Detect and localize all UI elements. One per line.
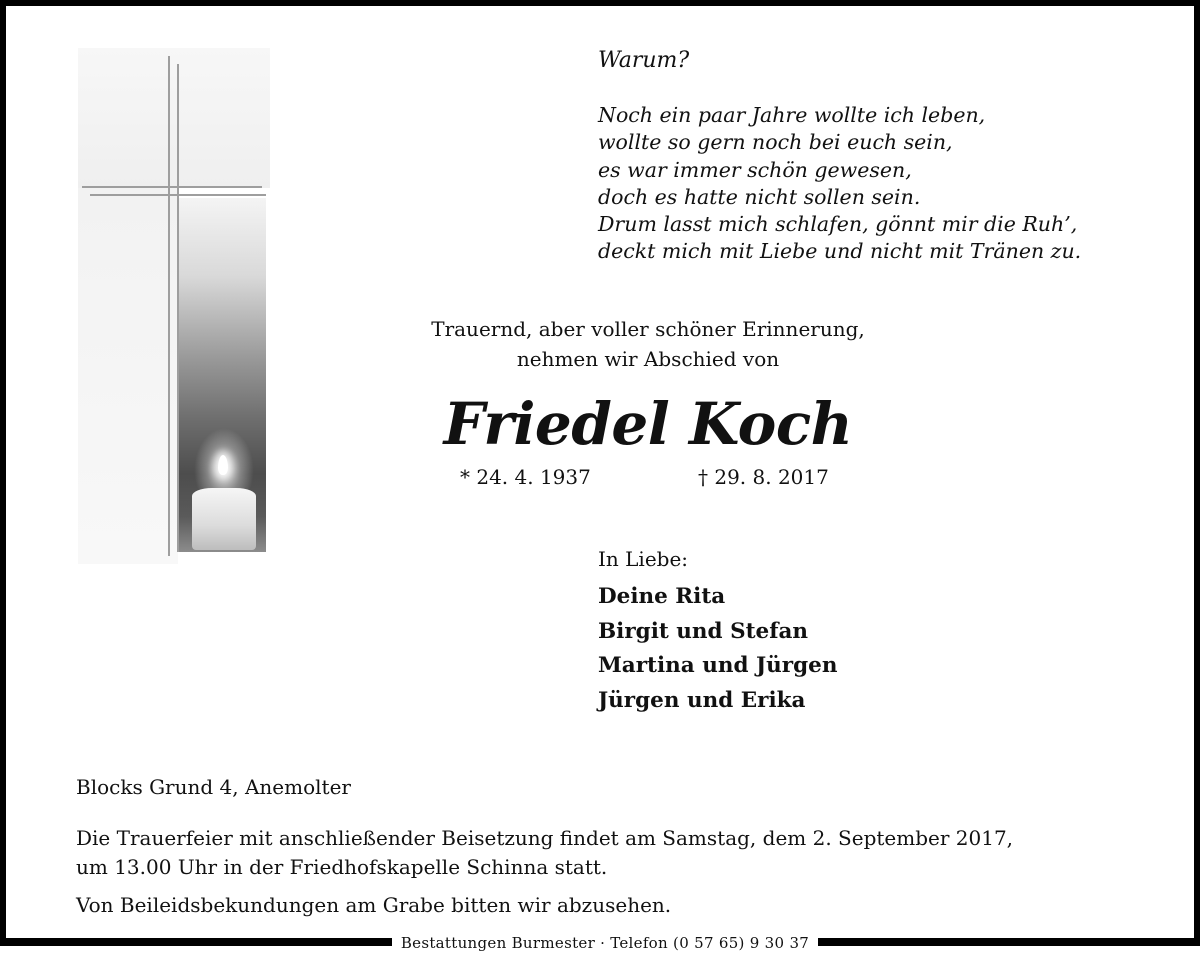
death-date: † 29. 8. 2017 bbox=[698, 465, 829, 489]
poem bbox=[598, 46, 1178, 266]
mourner-name: Birgit und Stefan bbox=[598, 618, 809, 644]
cross-horizontal-line bbox=[82, 186, 262, 188]
footer-rule bbox=[818, 940, 1200, 946]
footer-bar bbox=[0, 934, 1200, 952]
poem-line: es war immer schön gewesen, bbox=[598, 157, 912, 182]
poem-line: Drum lasst mich schlafen, gönnt mir die Ruh’, bbox=[598, 212, 1078, 237]
address: Blocks Grund 4, Anemolter bbox=[76, 775, 351, 799]
mourner-name: Deine Rita bbox=[598, 584, 726, 609]
ceremony-line: um 13.00 Uhr in der Friedhofskapelle Schinna statt. bbox=[76, 855, 608, 879]
cross-horizontal-line bbox=[90, 194, 266, 196]
poem-line: doch es hatte nicht sollen sein. bbox=[598, 184, 921, 209]
candle-icon bbox=[192, 488, 256, 550]
deceased-name: Friedel Koch bbox=[443, 390, 853, 458]
poem-line: wollte so gern noch bei euch sein, bbox=[598, 130, 953, 155]
intro-line: Trauernd, aber voller schöner Erinnerung, bbox=[431, 317, 865, 341]
cross-candle-image bbox=[78, 48, 270, 564]
poem-lines bbox=[598, 102, 1178, 266]
poem-title: Warum? bbox=[598, 48, 690, 73]
mourner-name: Jürgen und Erika bbox=[598, 687, 806, 713]
intro-text bbox=[366, 314, 930, 374]
ceremony-line: Die Trauerfeier mit anschließender Beisetzung findet am Samstag, dem 2. September 2017, bbox=[76, 826, 1014, 850]
mourners bbox=[598, 544, 1158, 718]
poem-line: deckt mich mit Liebe und nicht mit Tränen zu. bbox=[598, 239, 1082, 264]
mourners-label: In Liebe: bbox=[598, 547, 689, 571]
condolence-note: Von Beileidsbekundungen am Grabe bitten wir abzusehen. bbox=[76, 893, 672, 917]
intro-line: nehmen wir Abschied von bbox=[516, 347, 780, 371]
image-background-left bbox=[78, 188, 178, 564]
undertaker-info: Bestattungen Burmester · Telefon (0 57 65) 9 30 37 bbox=[392, 934, 818, 952]
image-background-top bbox=[78, 48, 270, 188]
cross-vertical-line bbox=[177, 64, 179, 552]
footer-rule bbox=[0, 940, 392, 946]
ceremony-info bbox=[76, 824, 1176, 882]
birth-date: * 24. 4. 1937 bbox=[460, 465, 591, 489]
cross-vertical-line bbox=[168, 56, 170, 556]
mourner-name: Martina und Jürgen bbox=[598, 653, 838, 678]
candle-flame bbox=[218, 455, 228, 475]
poem-line: Noch ein paar Jahre wollte ich leben, bbox=[598, 103, 986, 127]
